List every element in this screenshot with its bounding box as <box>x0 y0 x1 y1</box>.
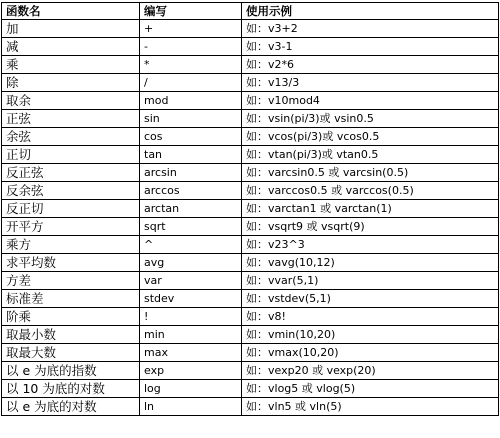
example-cell: 如：v8! <box>242 308 499 326</box>
table-row <box>2 308 499 326</box>
table-row <box>2 326 499 344</box>
function-name-cell: 开平方 <box>2 218 140 236</box>
example-cell: 如：vexp20 或 vexp(20) <box>242 362 499 380</box>
table-row <box>2 398 499 416</box>
header-row <box>2 3 499 20</box>
example-cell: 如：v23^3 <box>242 236 499 254</box>
table-row <box>2 110 499 128</box>
code-cell: log <box>140 380 242 398</box>
table-row <box>2 128 499 146</box>
function-name-cell: 取余 <box>2 92 140 110</box>
header-example: 使用示例 <box>242 3 499 20</box>
table-row <box>2 380 499 398</box>
example-cell: 如：vmin(10,20) <box>242 326 499 344</box>
function-name-cell: 反正切 <box>2 200 140 218</box>
example-cell: 如：vtan(pi/3)或 vtan0.5 <box>242 146 499 164</box>
function-name-cell: 加 <box>2 20 140 38</box>
function-name-cell: 标准差 <box>2 290 140 308</box>
function-name-cell: 乘 <box>2 56 140 74</box>
table-row <box>2 92 499 110</box>
example-cell: 如：vavg(10,12) <box>242 254 499 272</box>
example-cell: 如：v2*6 <box>242 56 499 74</box>
table-row <box>2 38 499 56</box>
code-cell: max <box>140 344 242 362</box>
example-cell: 如：varctan1 或 varctan(1) <box>242 200 499 218</box>
function-table <box>1 2 499 416</box>
example-cell: 如：vmax(10,20) <box>242 344 499 362</box>
table-row <box>2 344 499 362</box>
function-name-cell: 余弦 <box>2 128 140 146</box>
code-cell: min <box>140 326 242 344</box>
example-cell: 如：vsqrt9 或 vsqrt(9) <box>242 218 499 236</box>
table-row <box>2 236 499 254</box>
example-cell: 如：v3-1 <box>242 38 499 56</box>
code-cell: cos <box>140 128 242 146</box>
table-row <box>2 254 499 272</box>
code-cell: ^ <box>140 236 242 254</box>
example-cell: 如：vvar(5,1) <box>242 272 499 290</box>
code-cell: avg <box>140 254 242 272</box>
table-row <box>2 290 499 308</box>
table-row <box>2 20 499 38</box>
table-body <box>2 20 499 416</box>
function-name-cell: 以 e 为底的指数 <box>2 362 140 380</box>
example-cell: 如：vln5 或 vln(5) <box>242 398 499 416</box>
code-cell: mod <box>140 92 242 110</box>
function-name-cell: 反余弦 <box>2 182 140 200</box>
function-name-cell: 除 <box>2 74 140 92</box>
table-row <box>2 218 499 236</box>
function-name-cell: 方差 <box>2 272 140 290</box>
code-cell: sin <box>140 110 242 128</box>
table-row <box>2 146 499 164</box>
example-cell: 如：v3+2 <box>242 20 499 38</box>
header-function-name: 函数名 <box>2 3 140 20</box>
code-cell: arcsin <box>140 164 242 182</box>
function-name-cell: 取最大数 <box>2 344 140 362</box>
code-cell: + <box>140 20 242 38</box>
function-name-cell: 正弦 <box>2 110 140 128</box>
table-row <box>2 182 499 200</box>
function-name-cell: 求平均数 <box>2 254 140 272</box>
code-cell: var <box>140 272 242 290</box>
function-name-cell: 取最小数 <box>2 326 140 344</box>
table-row <box>2 56 499 74</box>
example-cell: 如：vsin(pi/3)或 vsin0.5 <box>242 110 499 128</box>
code-cell: stdev <box>140 290 242 308</box>
code-cell: sqrt <box>140 218 242 236</box>
function-name-cell: 反正弦 <box>2 164 140 182</box>
function-name-cell: 乘方 <box>2 236 140 254</box>
example-cell: 如：v10mod4 <box>242 92 499 110</box>
code-cell: - <box>140 38 242 56</box>
table-row <box>2 272 499 290</box>
example-cell: 如：varccos0.5 或 varccos(0.5) <box>242 182 499 200</box>
code-cell: tan <box>140 146 242 164</box>
header-code: 编写 <box>140 3 242 20</box>
function-name-cell: 正切 <box>2 146 140 164</box>
code-cell: / <box>140 74 242 92</box>
table-row <box>2 200 499 218</box>
function-name-cell: 阶乘 <box>2 308 140 326</box>
function-table-container <box>1 2 499 416</box>
code-cell: exp <box>140 362 242 380</box>
function-name-cell: 以 e 为底的对数 <box>2 398 140 416</box>
function-name-cell: 减 <box>2 38 140 56</box>
example-cell: 如：varcsin0.5 或 varcsin(0.5) <box>242 164 499 182</box>
code-cell: ! <box>140 308 242 326</box>
code-cell: arccos <box>140 182 242 200</box>
code-cell: arctan <box>140 200 242 218</box>
example-cell: 如：v13/3 <box>242 74 499 92</box>
example-cell: 如：vlog5 或 vlog(5) <box>242 380 499 398</box>
code-cell: * <box>140 56 242 74</box>
table-row <box>2 74 499 92</box>
example-cell: 如：vstdev(5,1) <box>242 290 499 308</box>
example-cell: 如：vcos(pi/3)或 vcos0.5 <box>242 128 499 146</box>
function-name-cell: 以 10 为底的对数 <box>2 380 140 398</box>
table-row <box>2 164 499 182</box>
code-cell: ln <box>140 398 242 416</box>
table-row <box>2 362 499 380</box>
